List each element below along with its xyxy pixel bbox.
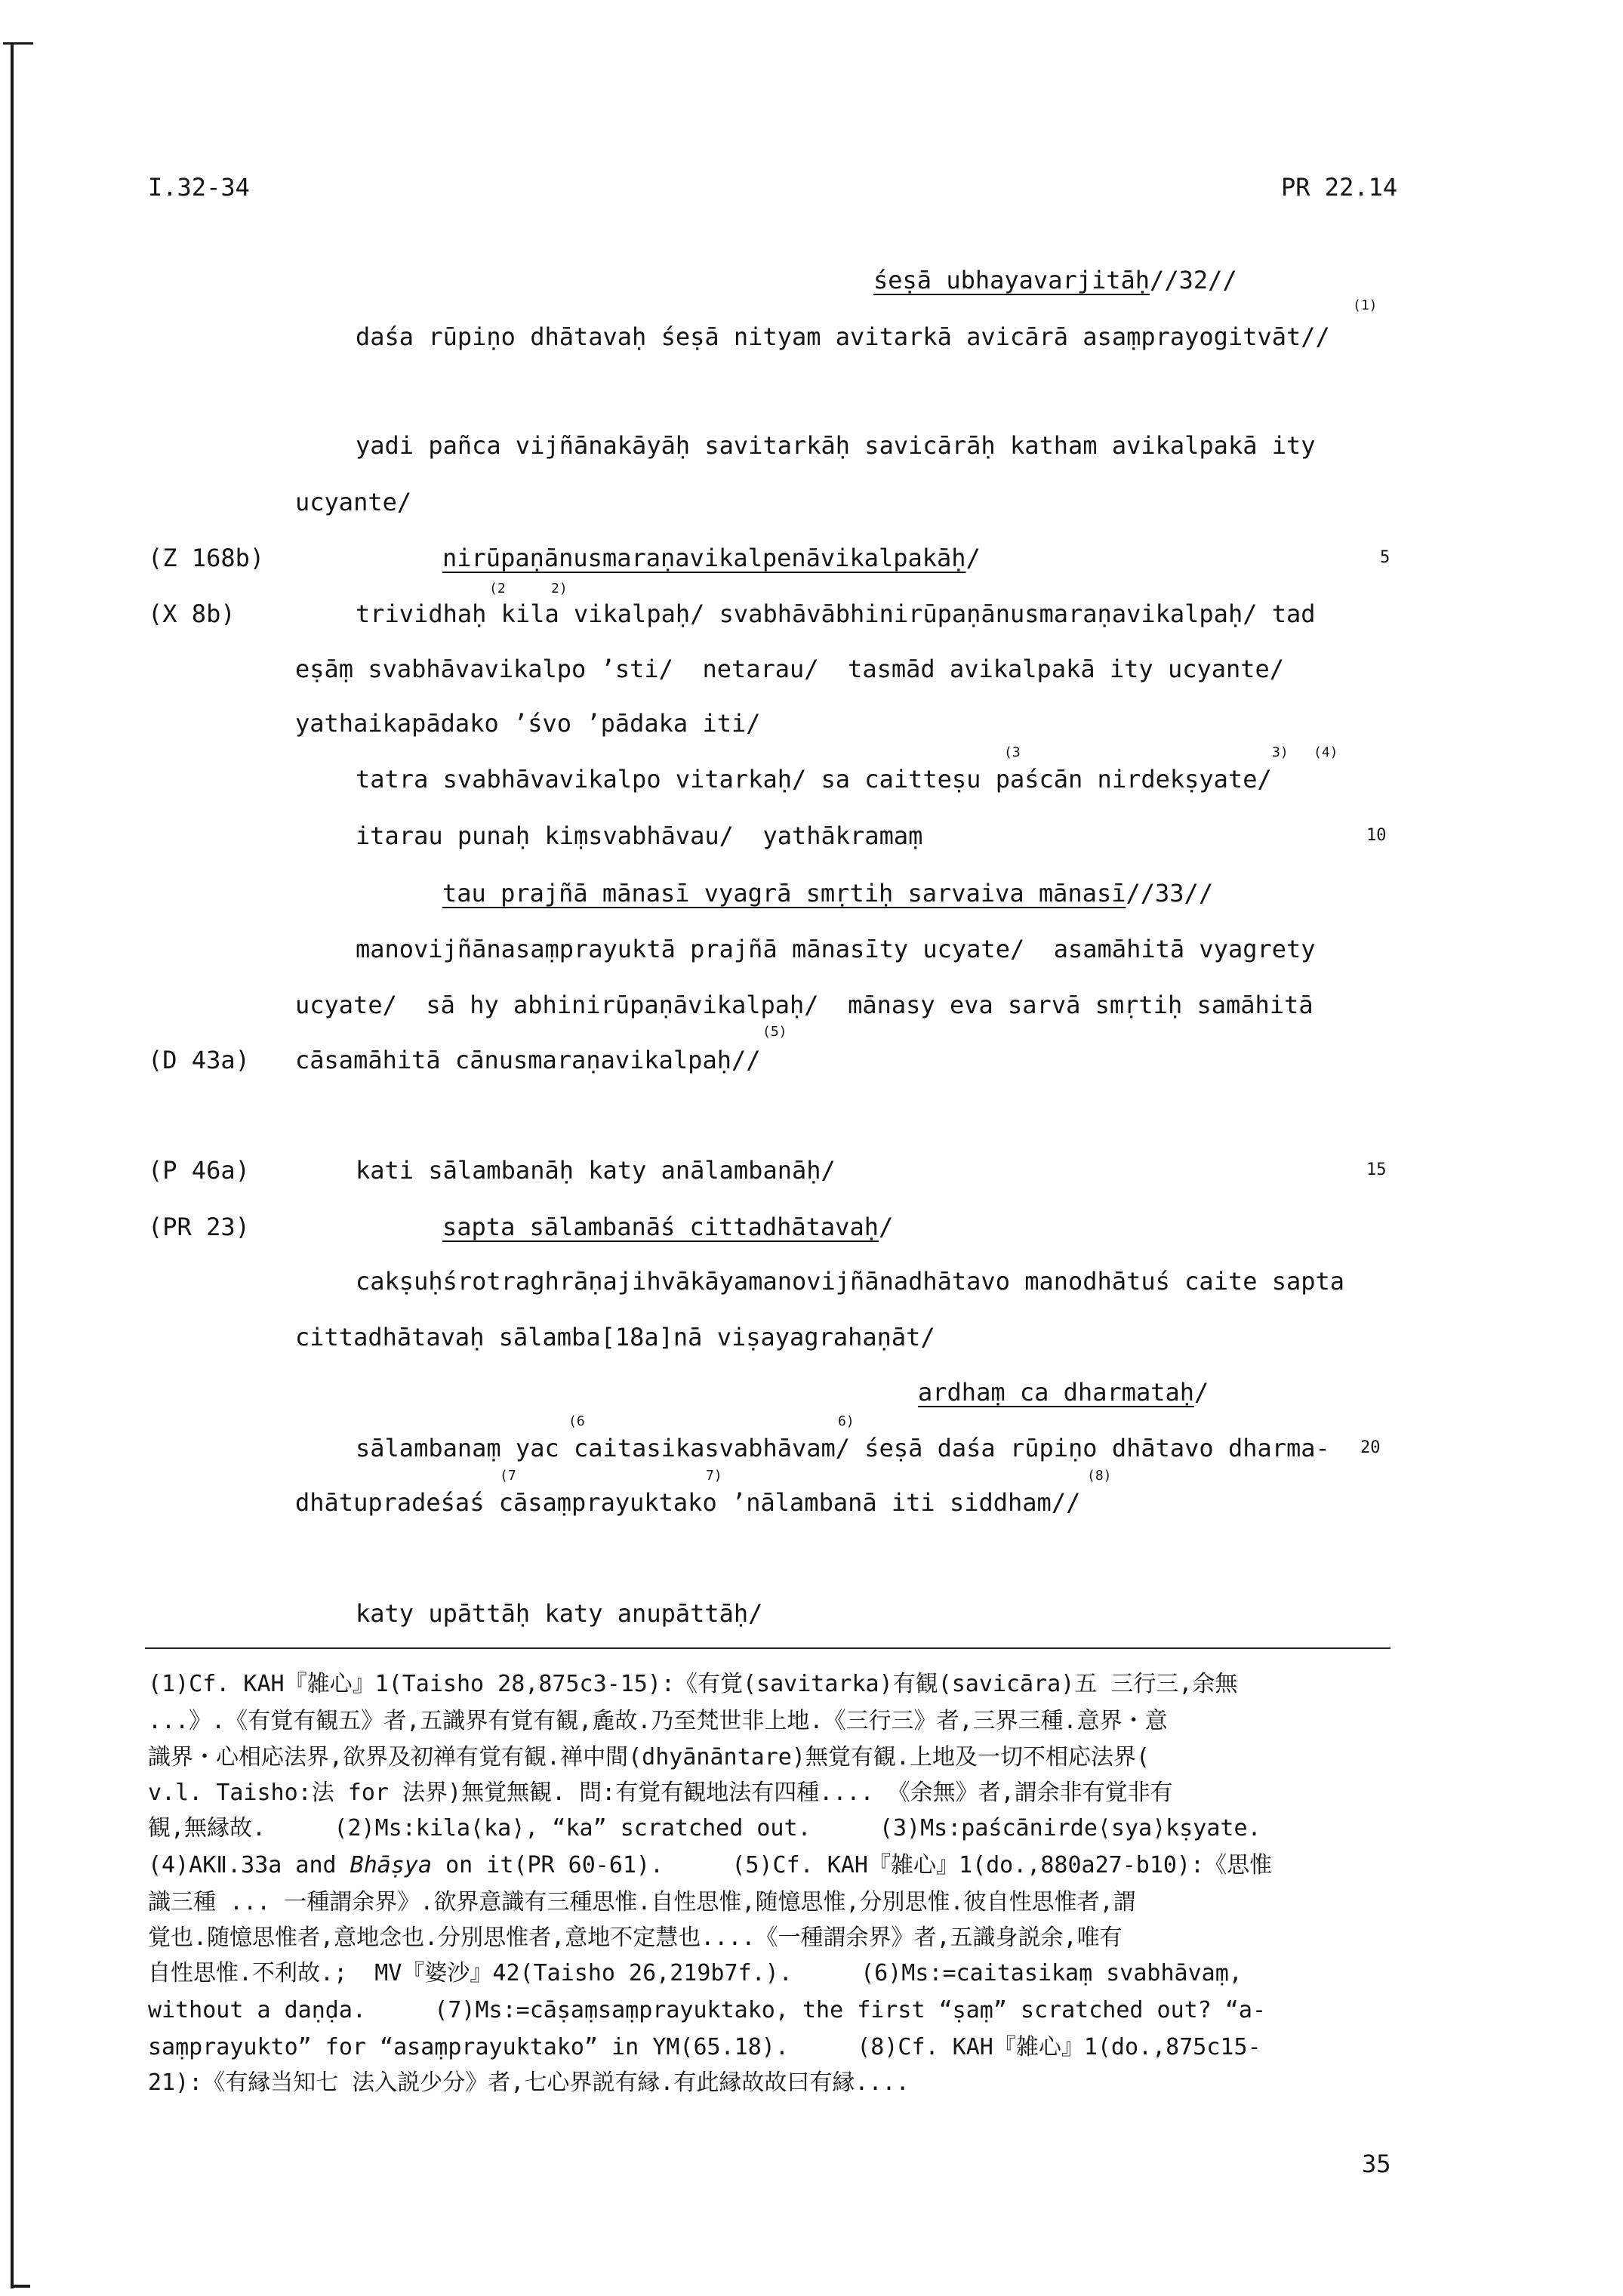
commentary-line: cittadhātavaḥ sālamba[18a]nā viṣayagrahaṇāt/	[295, 1323, 935, 1351]
footnote-marker: 3)	[1272, 744, 1289, 760]
commentary-line: yadi pañca vijñānakāyāḥ savitarkāḥ savicārāḥ katham avikalpakā ity	[356, 431, 1316, 460]
commentary-line: kati sālambanāḥ katy anālambanāḥ/	[356, 1156, 836, 1185]
footnote-line	[148, 1849, 1431, 1882]
footnote-line: saṃprayukto” for “asaṃprayuktako” in YM(65.18). (8)Cf. KAH『雑心』1(do.,875c15-	[148, 2034, 1261, 2060]
header-reference: PR 22.14	[1281, 173, 1398, 202]
commentary-line: dhātupradeśaś cāsaṃprayuktako ’nālambanā iti siddham//	[295, 1488, 1081, 1517]
marginal-reference: (P 46a)	[148, 1156, 250, 1185]
footnote-marker: (4)	[1313, 744, 1338, 760]
footnote-marker: (2	[489, 581, 506, 596]
page-number: 35	[1362, 2150, 1391, 2178]
footnote-line: without a daṇḍa. (7)Ms:=cāṣaṃsaṃprayuktako, the first “ṣaṃ” scratched out? “a-	[148, 1997, 1267, 2023]
commentary-line: tatra svabhāvavikalpo vitarkaḥ/ sa caitteṣu paścān nirdekṣyate/	[356, 765, 1272, 794]
header-section: I.32-34	[148, 173, 250, 202]
line-number: 20	[1360, 1438, 1381, 1457]
commentary-line: cakṣuḥśrotraghrāṇajihvākāyamanovijñānadhātavo manodhātuś caite sapta	[356, 1267, 1345, 1296]
footnote-line: 識界・心相応法界,欲界及初禅有覚有観.禅中間(dhyānāntare)無覚有観.上地及一切不相応法界(	[148, 1744, 1150, 1771]
footnote-marker: (1)	[1353, 297, 1378, 313]
footnote-marker: 7)	[706, 1468, 722, 1484]
line-number: 15	[1366, 1160, 1387, 1179]
scan-edge-line	[11, 42, 14, 2288]
karika-line	[442, 543, 981, 573]
commentary-line: manovijñānasaṃprayuktā prajñā mānasīty ucyate/ asamāhitā vyagrety	[356, 935, 1316, 963]
marginal-reference: (D 43a)	[148, 1046, 250, 1074]
footnote-line: v.l. Taisho:法 for 法界)無覚無観. 問:有覚有観地法有四種.... 《余無》者,謂余非有覚非有	[148, 1780, 1173, 1806]
scan-edge-corner-top	[3, 42, 33, 45]
line-number: 10	[1366, 826, 1387, 845]
karika-text: śeṣā ubhayavarjitāḥ	[873, 266, 1150, 294]
karika-line	[918, 1377, 1209, 1407]
commentary-line: sālambanaṃ yac caitasikasvabhāvam/ śeṣā daśa rūpiṇo dhātavo dharma-	[356, 1434, 1330, 1462]
commentary-line: yathaikapādako ’śvo ’pādaka iti/	[295, 709, 761, 738]
commentary-line: ucyate/ sā hy abhinirūpaṇāvikalpaḥ/ mānasy eva sarvā smṛtiḥ samāhitā	[295, 991, 1313, 1019]
footnote-segment: (4)AKⅡ.33a and	[148, 1852, 350, 1878]
commentary-line: katy upāttāḥ katy anupāttāḥ/	[356, 1599, 763, 1628]
karika-text: tau prajñā mānasī vyagrā smṛtiḥ sarvaiva mānasī	[442, 879, 1126, 908]
footnote-marker: (3	[1004, 744, 1021, 760]
commentary-line: trividhaḥ kila vikalpaḥ/ svabhāvābhinirūpaṇānusmaraṇavikalpaḥ/ tad	[356, 599, 1316, 628]
commentary-line: itarau punaḥ kiṃsvabhāvau/ yathākramaṃ	[356, 821, 923, 850]
karika-text: nirūpaṇānusmaraṇavikalpenāvikalpakāḥ	[442, 544, 966, 572]
footnote-italic-title: Bhāṣya	[350, 1852, 433, 1878]
footnote-line: 覚也.随憶思惟者,意地念也.分別思惟者,意地不定慧也....《一種謂余界》者,五識身説余,唯有	[148, 1925, 1123, 1951]
footnote-marker: (7	[500, 1468, 516, 1484]
footnote-marker: 6)	[838, 1413, 855, 1429]
commentary-line: ucyante/	[295, 488, 412, 516]
footnote-line: (1)Cf. KAH『雑心』1(Taisho 28,875c3-15):《有覚(savitarka)有観(savicāra)五 三行三,余無	[148, 1671, 1238, 1697]
commentary-line: eṣāṃ svabhāvavikalpo ’sti/ netarau/ tasmād avikalpakā ity ucyante/	[295, 655, 1285, 683]
footnote-line: 21):《有縁当知七 法入説少分》者,七心界説有縁.有此縁故故曰有縁....	[148, 2069, 910, 2096]
footnote-marker: 2)	[551, 581, 568, 596]
karika-number: //32//	[1150, 266, 1237, 294]
footnote-marker: (6	[568, 1413, 585, 1429]
karika-line	[873, 265, 1237, 295]
karika-line	[442, 1212, 893, 1242]
footnote-line: 観,無縁故. (2)Ms:kila⟨ka⟩, “ka” scratched out. (3)Ms:paścānirde⟨sya⟩kṣyate.	[148, 1815, 1261, 1841]
footnote-line: 自性思惟.不利故.; MV『婆沙』42(Taisho 26,219b7f.). (6)Ms:=caitasikaṃ svabhāvaṃ,	[148, 1960, 1243, 1986]
footnote-marker: (8)	[1087, 1468, 1112, 1484]
footnote-marker: (5)	[762, 1024, 787, 1040]
karika-punctuation: /	[965, 544, 981, 572]
footnote-rule	[145, 1647, 1390, 1649]
commentary-line: cāsamāhitā cānusmaraṇavikalpaḥ//	[295, 1046, 761, 1074]
footnote-segment: on it(PR 60-61). (5)Cf. KAH『雑心』1(do.,880a27-b10):《思惟	[432, 1852, 1273, 1878]
karika-text: ardhaṃ ca dharmataḥ	[918, 1378, 1195, 1407]
commentary-line: daśa rūpiṇo dhātavaḥ śeṣā nityam avitarkā avicārā asaṃprayogitvāt//	[356, 322, 1330, 351]
scan-edge-corner-bottom	[11, 2285, 30, 2288]
footnote-line: ...》.《有覚有観五》者,五識界有覚有観,麁故.乃至梵世非上地.《三行三》者,三界三種.意界・意	[148, 1708, 1168, 1734]
line-number: 5	[1380, 548, 1390, 567]
footnote-line: 識三種 ... 一種謂余界》.欲界意識有三種思惟.自性思惟,随憶思惟,分別思惟.彼自性思惟者,謂	[148, 1889, 1136, 1915]
marginal-reference: (Z 168b)	[148, 544, 265, 572]
marginal-reference: (PR 23)	[148, 1213, 250, 1241]
karika-punctuation: /	[1194, 1378, 1209, 1407]
karika-text: sapta sālambanāś cittadhātavaḥ	[442, 1213, 879, 1241]
karika-punctuation: /	[878, 1213, 894, 1241]
karika-line	[442, 878, 1213, 908]
marginal-reference: (X 8b)	[148, 599, 236, 628]
karika-number: //33//	[1126, 879, 1214, 908]
